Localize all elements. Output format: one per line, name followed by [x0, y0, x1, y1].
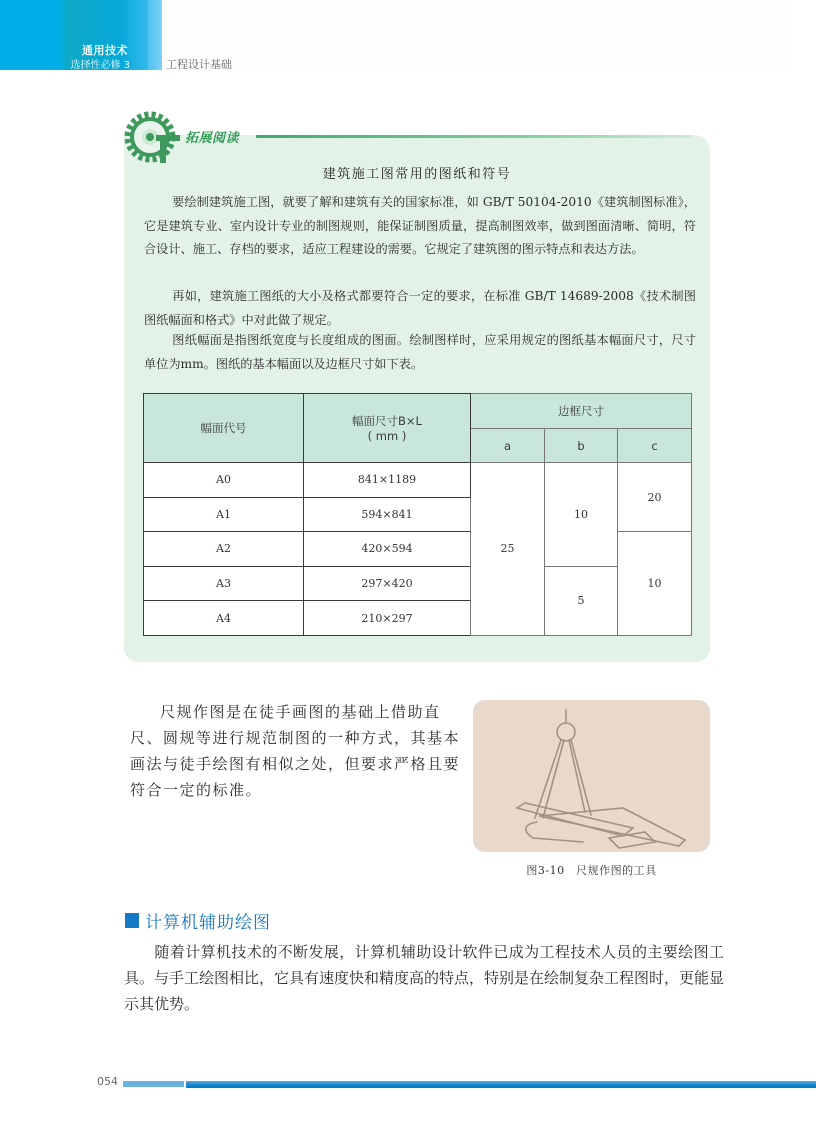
header-code: 幅面代号 [144, 394, 304, 463]
section-title-text: 计算机辅助绘图 [145, 913, 271, 933]
compass-ruler-illustration [473, 700, 710, 852]
cell-code: A0 [144, 463, 304, 498]
header-b: b [545, 429, 618, 463]
reading-divider [256, 135, 692, 138]
cell-a: 25 [471, 463, 545, 636]
header-a: a [471, 429, 545, 463]
cell-b: 10 [545, 463, 618, 567]
book-title: 通用技术 [82, 44, 128, 57]
cell-size: 420×594 [304, 532, 471, 567]
cell-code: A2 [144, 532, 304, 567]
header-size [304, 394, 471, 463]
reading-paragraph-text: 再如，建筑施工图纸的大小及格式都要符合一定的要求，在标准 GB/T 14689-2008《技术制图 图纸幅面和格式》中对此做了规定。 [144, 289, 696, 327]
reading-paragraph [144, 285, 696, 332]
cell-c: 10 [618, 532, 692, 636]
section-paragraph [124, 939, 724, 1017]
cell-code: A1 [144, 497, 304, 532]
reading-paragraph [144, 329, 696, 376]
header-size-line2: ( mm ) [367, 429, 407, 443]
cell-size: 841×1189 [304, 463, 471, 498]
section-heading [125, 908, 271, 933]
section-paragraph-text: 随着计算机技术的不断发展，计算机辅助设计软件已成为工程技术人员的主要绘图工具。与手工绘图相比，它具有速度快和精度高的特点，特别是在绘制复杂工程图时，更能显示其优势。 [124, 943, 725, 1013]
reading-title: 建筑施工图常用的图纸和符号 [322, 167, 512, 182]
table-row [144, 463, 692, 498]
drawing-tools-sketch [473, 700, 710, 852]
section-marker-icon [125, 913, 139, 928]
header-border: 边框尺寸 [471, 394, 692, 429]
chapter-title: 工程设计基础 [166, 58, 232, 71]
body-paragraph-text: 尺规作图是在徒手画图的基础上借助直尺、圆规等进行规范制图的一种方式，其基本画法与徒手绘图有相似之处，但要求严格且要符合一定的标准。 [130, 703, 461, 799]
reading-paragraph-text: 图纸幅面是指图纸宽度与长度组成的图面。绘制图样时，应采用规定的图纸基本幅面尺寸，尺寸单位为mm。图纸的基本幅面以及边框尺寸如下表。 [144, 333, 696, 371]
footer-bar-short [123, 1081, 184, 1087]
book-tab-edge [148, 0, 162, 70]
cell-b: 5 [545, 566, 618, 635]
table-row [144, 566, 692, 601]
paper-size-table [143, 393, 692, 636]
page-number: 054 [97, 1075, 118, 1088]
footer-bar-long [186, 1081, 816, 1088]
header-size-line1: 幅面尺寸B×L [352, 414, 422, 428]
reading-label: 拓展阅读 [185, 131, 240, 146]
cell-size: 594×841 [304, 497, 471, 532]
book-tab [0, 0, 150, 70]
cell-size: 297×420 [304, 566, 471, 601]
book-subtitle: 选择性必修 3 [70, 60, 130, 71]
reading-paragraph-text: 要绘制建筑施工图，就要了解和建筑有关的国家标准，如 GB/T 50104-2010《建筑制图标准》，它是建筑专业、室内设计专业的制图规则，能保证制图质量，提高制图效率，做到图面清晰、简明，符合设计、施工、存档的要求，适应工程建设的需要。它规定了建筑图的图示特点和表达方法。 [144, 195, 696, 256]
header-c: c [618, 429, 692, 463]
cell-code: A4 [144, 601, 304, 636]
cell-size: 210×297 [304, 601, 471, 636]
reading-paragraph [144, 191, 696, 262]
cell-c: 20 [618, 463, 692, 532]
gear-icon [120, 108, 190, 166]
figure-caption: 图3-10 尺规作图的工具 [526, 864, 657, 877]
cell-code: A3 [144, 566, 304, 601]
body-paragraph [130, 699, 460, 803]
